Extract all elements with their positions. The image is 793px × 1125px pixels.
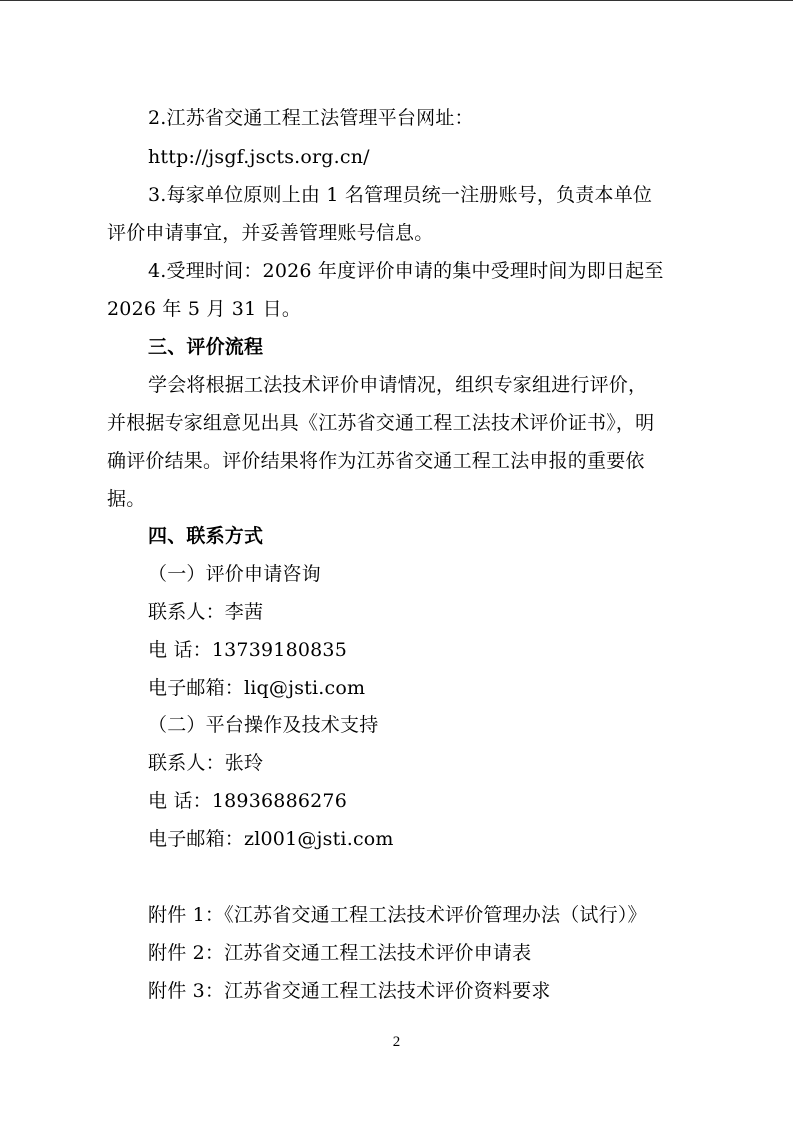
section-process-heading: 三、评价流程 [148,336,264,358]
attachment-1: 附件 1：《江苏省交通工程工法技术评价管理办法（试行）》 [148,904,647,926]
page-number: 2 [392,1034,401,1050]
process-paragraph-line-1: 学会将根据工法技术评价申请情况，组织专家组进行评价， [148,374,648,396]
acceptance-line-1: 4.受理时间：2026 年度评价申请的集中受理时间为即日起至 [148,260,664,282]
platform-url[interactable]: http://jsgf.jscts.org.cn/ [148,146,370,168]
process-paragraph-line-3: 确评价结果。评价结果将作为江苏省交通工程工法申报的重要依 [107,450,645,472]
process-paragraph-line-2: 并根据专家组意见出具《江苏省交通工程工法技术评价证书》，明 [107,412,655,434]
support-title: （二）平台操作及技术支持 [148,714,379,736]
page-top-border [0,0,793,1]
process-paragraph-line-4: 据。 [107,488,146,510]
attachment-2: 附件 2：江苏省交通工程工法技术评价申请表 [148,942,532,964]
consult-contact-person: 联系人：李茜 [148,601,264,623]
section-contact-heading: 四、联系方式 [148,525,264,547]
account-note-line-2: 评价申请事宜，并妥善管理账号信息。 [107,222,434,244]
attachment-3: 附件 3：江苏省交通工程工法技术评价资料要求 [148,980,551,1002]
platform-item-title: 2.江苏省交通工程工法管理平台网址： [148,107,474,129]
consult-email[interactable]: 电子邮箱：liq@jsti.com [148,677,366,699]
account-note-line-1: 3.每家单位原则上由 1 名管理员统一注册账号，负责本单位 [148,184,653,206]
consult-phone: 电 话：13739180835 [148,639,348,661]
support-phone: 电 话：18936886276 [148,790,348,812]
support-contact-person: 联系人：张玲 [148,752,264,774]
acceptance-line-2: 2026 年 5 月 31 日。 [107,298,302,320]
support-email[interactable]: 电子邮箱：zl001@jsti.com [148,828,394,850]
consult-title: （一）评价申请咨询 [148,563,321,585]
